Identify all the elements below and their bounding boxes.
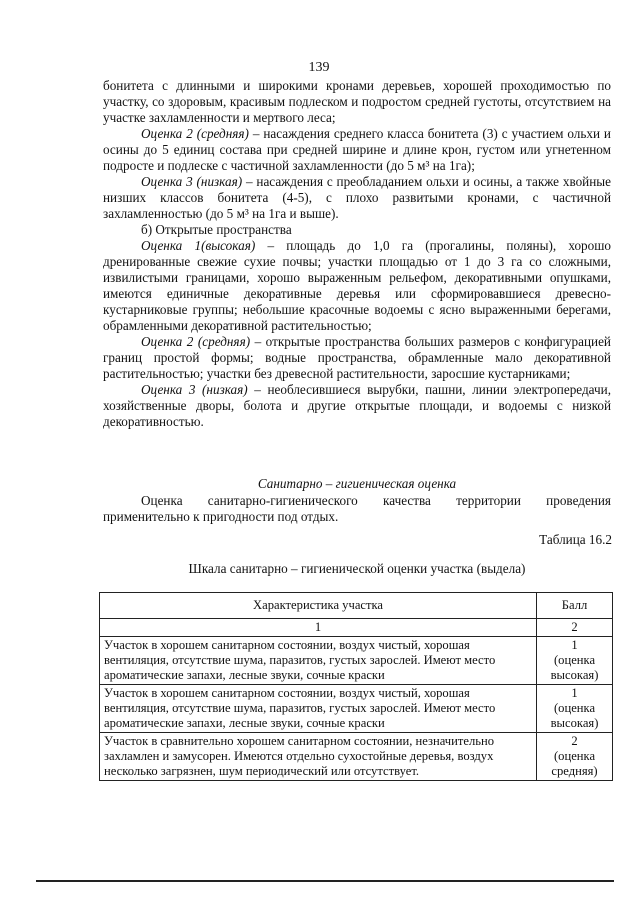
table-row — [100, 685, 613, 733]
paragraph — [103, 238, 611, 334]
table-row — [100, 733, 613, 781]
body-text — [103, 78, 611, 430]
subheading: б) Открытые пространства — [141, 222, 292, 237]
row-description: Участок в хорошем санитарном состоянии, воздух чистый, хорошая вентиляция, отсутствие шума, паразитов, густых зарослей. Имеют место ароматические запахи, лесные звуки, сочные краски — [100, 685, 537, 733]
table-row — [100, 637, 613, 685]
row-description: Участок в хорошем санитарном состоянии, воздух чистый, хорошая вентиляция, отсутствие шума, паразитов, густых зарослей. Имеют место ароматические запахи, лесные звуки, сочные краски — [100, 637, 537, 685]
score-value: 2 — [571, 734, 578, 748]
row-score — [537, 685, 613, 733]
rating-text: – насаждения с преобладанием ольхи и осины, а также хвойные низших классов бонитета (4-5), с плохо развитыми кронами, с частичной захламленностью (до 5 м³ на 1га и выше). — [103, 174, 612, 221]
rating-label: Оценка 2 (средняя) — [141, 126, 249, 141]
row-description: Участок в сравнительно хорошем санитарном состоянии, незначительно захламлен и замусорен. Имеются отдельно сухостойные деревья, воздух несколько загрязнен, шум периодический или отсутствует. — [100, 733, 537, 781]
rating-text: – открытые пространства больших размеров с конфигурацией границ простой формы; водные пространства, обрамленные мало декоративной растительностью; участки без древесной растительности, заросшие кустарниками; — [103, 334, 611, 381]
paragraph — [103, 126, 611, 174]
paragraph — [103, 382, 611, 430]
paragraph: Оценка санитарно-гигиенического качества территории проведения применительно к пригодности под отдых. — [103, 493, 611, 524]
column-number: 2 — [537, 619, 613, 637]
rating-label: Оценка 2 (средняя) — [141, 334, 251, 349]
rating-label: Оценка 3 (низкая) — [141, 174, 243, 189]
row-score — [537, 637, 613, 685]
table-number: Таблица 16.2 — [539, 532, 612, 547]
rating-label: Оценка 3 (низкая) — [141, 382, 248, 397]
score-note: (оценка высокая) — [550, 701, 599, 730]
page-number: 139 — [308, 60, 330, 75]
score-note: (оценка высокая) — [550, 653, 599, 682]
section-text — [103, 493, 611, 525]
table-header-cell: Балл — [537, 593, 613, 619]
score-note: (оценка средняя) — [551, 749, 598, 778]
paragraph — [103, 174, 611, 222]
table-header-cell: Характеристика участка — [100, 593, 537, 619]
section-title: Санитарно – гигиеническая оценка — [257, 476, 457, 491]
table-column-number-row — [100, 619, 613, 637]
rating-text: – необлесившиеся вырубки, пашни, линии электропередачи, хозяйственные дворы, болота и другие открытые площади, и водоемы с низкой декоративностью. — [103, 382, 611, 429]
rating-text: – насаждения среднего класса бонитета (3) с участием ольхи и осины до 5 единиц состава при средней ширине и длине крон, густом или угнетенном подросте и подлеске с частичной захламленности (до 5 м³ на 1га); — [103, 126, 611, 173]
column-number: 1 — [100, 619, 537, 637]
paragraph — [103, 334, 611, 382]
score-value: 1 — [571, 638, 578, 652]
row-score — [537, 733, 613, 781]
table-title: Шкала санитарно – гигиенической оценки участка (выдела) — [188, 561, 526, 576]
footer-rule — [36, 880, 614, 882]
rating-table — [99, 592, 613, 781]
table-header-row — [100, 593, 613, 619]
paragraph: бонитета с длинными и широкими кронами деревьев, хорошей проходимостью по участку, со здоровым, красивым подлеском и подростом средней густоты, отсутствием на участке захламленности и мертвого леса; — [103, 78, 611, 125]
rating-text: – площадь до 1,0 га (прогалины, поляны), хорошо дренированные свежие сухие почвы; участки площадью от 1 до 3 га со сложными, извилистыми границами, хорошо выраженным рельефом, декоративными опушками, имеются единичные декоративные деревья или сформировавшиеся древесно-кустарниковые группы; небольшие красочные водоемы с ясно выраженными берегами, обрамленными декоративной растительностью; — [103, 238, 611, 333]
rating-label: Оценка 1(высокая) — [141, 238, 256, 253]
score-value: 1 — [571, 686, 578, 700]
